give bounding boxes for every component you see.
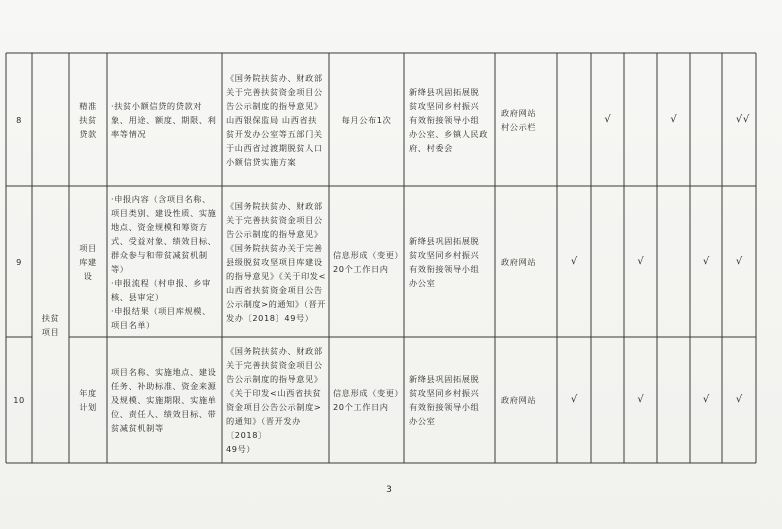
check-mark (690, 53, 722, 186)
check-mark: √ (735, 113, 743, 125)
disclosure-channel: 政府网站 村公示栏 (501, 107, 537, 132)
disclosure-timing: 信息形成（变更） 20个工作日内 (333, 249, 404, 274)
check-mark: √ (702, 255, 710, 267)
disclosure-timing: 每月公布1次 (341, 114, 392, 125)
check-mark: √ (735, 394, 743, 405)
item-name: 年度 计划 (79, 388, 97, 412)
check-mark (624, 53, 657, 186)
page-number: 3 (386, 485, 392, 495)
disclosure-content: ·扶贫小额信贷的贷款对 象、用途、额度、期限、利 率等情况 (111, 100, 217, 139)
disclosure-subject: 新绛县巩固拓展脱 贫攻坚同乡村振兴 有效衔接领导小组 办公室 (409, 374, 480, 426)
check-mark: √ (637, 255, 644, 267)
check-mark (657, 186, 690, 337)
check-mark: √ (742, 113, 750, 125)
check-mark: √ (735, 255, 743, 267)
check-mark: √ (637, 394, 644, 405)
item-name: 精准 扶贫 贷款 (79, 100, 97, 139)
disclosure-channel: 政府网站 (501, 256, 537, 267)
disclosure-basis: 《国务院扶贫办、财政部 关于完善扶贫资金项目公 告公示制度的指导意见》 《关于印发<山西省扶贫 资金项目公告公示制度> 的通知》（晋开发办〔2018〕 49号） (226, 346, 323, 454)
disclosure-content: ·申报内容（含项目名称、 项目类别、建设性质、实施 地点、资金规模和筹资方 式、受益对象、绩效目标、 群众参与和带贫减贫机制 等） ·申报流程（村申报、乡审 核、县审定） ·申报结果（项目库规模、 项目名单） (111, 193, 217, 330)
row-number: 9 (16, 256, 22, 267)
check-mark (657, 337, 690, 463)
disclosure-timing: 信息形成（变更） 20个工作日内 (333, 388, 404, 412)
disclosure-content: 项目名称、实施地点、建设 任务、补助标准、资金来源 及规模、实施期限、实施单 位、责任人、绩效目标、带 贫减贫机制等 (111, 367, 217, 433)
check-mark: √ (702, 394, 710, 405)
disclosure-basis: 《国务院扶贫办、财政部 关于完善扶贫资金项目公 告公示制度的指导意见》 《国务院扶贫办关于完善 县级脱贫攻坚项目库建设 的指导意见》《关于印发< 山西省扶贫资金项目公告 公示制度>的通知》（晋开 发办〔2018〕49号） (226, 200, 327, 323)
disclosure-subject: 新绛县巩固拓展脱 贫攻坚同乡村振兴 有效衔接领导小组 办公室 (409, 235, 480, 288)
category-name: 扶贫 项目 (41, 312, 60, 337)
check-mark (557, 53, 591, 186)
disclosure-channel: 政府网站 (501, 395, 537, 405)
item-name: 项目 库建 设 (79, 242, 97, 281)
row-number: 10 (13, 395, 25, 405)
disclosure-subject: 新绛县巩固拓展脱 贫攻坚同乡村振兴 有效衔接领导小组 办公室、乡镇人民政 府、村委会 (409, 86, 489, 153)
check-mark: √ (604, 113, 611, 125)
row-number: 8 (16, 114, 22, 125)
check-mark: √ (670, 113, 677, 125)
check-mark (591, 186, 624, 337)
check-mark (591, 337, 624, 463)
disclosure-basis: 《国务院扶贫办、财政部 关于完善扶贫资金项目公 告公示制度的指导意见》 山西银保监局 山西省扶 贫开发办公室等五部门关 于山西省过渡期脱贫人口 小额信贷实施方案 (226, 72, 323, 167)
check-mark: √ (570, 255, 578, 267)
check-mark: √ (570, 394, 578, 405)
